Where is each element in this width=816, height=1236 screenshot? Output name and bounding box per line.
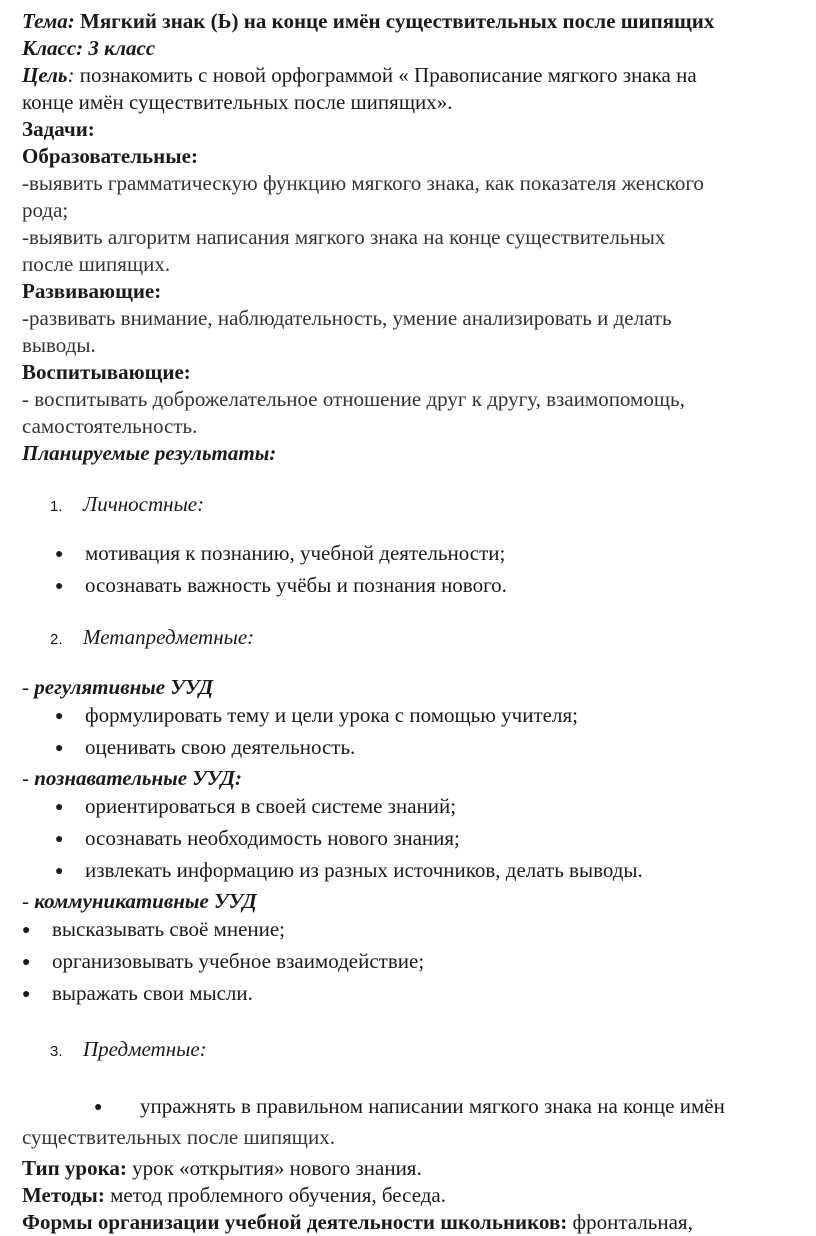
upbringing-heading: Воспитывающие: bbox=[22, 360, 191, 384]
educational-line: после шипящих. bbox=[22, 252, 171, 276]
list-item: ● выражать свои мысли. bbox=[22, 979, 802, 1011]
regulative-heading: - регулятивные УУД bbox=[22, 675, 214, 699]
list-item: ● упражнять в правильном написании мягкого знака на конце имён bbox=[94, 1092, 802, 1124]
bullet-icon: ● bbox=[22, 955, 31, 970]
personal-results-title bbox=[50, 492, 802, 517]
bullet-icon: ● bbox=[94, 1100, 103, 1115]
topic-label: Тема: bbox=[22, 9, 75, 33]
results-heading: Планируемые результаты: bbox=[22, 441, 277, 465]
document-page bbox=[22, 8, 802, 1236]
class-line bbox=[22, 35, 802, 62]
list-item: ● осознавать важность учёбы и познания нового. bbox=[55, 571, 802, 603]
upbringing-line: самостоятельность. bbox=[22, 414, 198, 438]
forms-line: Формы организации учебной деятельности школьников: фронтальная, bbox=[22, 1210, 693, 1234]
bullet-icon: ● bbox=[55, 709, 64, 724]
personal-list bbox=[22, 539, 802, 603]
educational-heading: Образовательные: bbox=[22, 144, 198, 168]
list-item: ● формулировать тему и цели урока с помощью учителя; bbox=[55, 701, 802, 733]
list-item: ● мотивация к познанию, учебной деятельности; bbox=[55, 539, 802, 571]
methods-line: Методы: метод проблемного обучения, беседа. bbox=[22, 1183, 447, 1207]
goal-line-2 bbox=[22, 89, 802, 116]
list-number: 2. bbox=[50, 631, 63, 648]
communicative-heading: - коммуникативные УУД bbox=[22, 889, 257, 913]
educational-line: -выявить алгоритм написания мягкого знака на конце существительных bbox=[22, 225, 666, 249]
educational-line: рода; bbox=[22, 198, 69, 222]
bullet-icon: ● bbox=[22, 923, 31, 938]
bullet-icon: ● bbox=[55, 741, 64, 756]
goal-colon: : bbox=[67, 63, 75, 87]
list-item: ● ориентироваться в своей системе знаний; bbox=[55, 792, 802, 824]
list-item: ● высказывать своё мнение; bbox=[22, 915, 802, 947]
goal-label: Цель bbox=[22, 63, 68, 87]
lesson-type-line: Тип урока: урок «открытия» нового знания. bbox=[22, 1156, 422, 1180]
topic-line bbox=[22, 8, 802, 35]
tasks-heading: Задачи: bbox=[22, 117, 95, 141]
upbringing-line: - воспитывать доброжелательное отношение друг к другу, взаимопомощь, bbox=[22, 387, 685, 411]
class-label: Класс: 3 класс bbox=[22, 36, 156, 60]
list-item: ● оценивать свою деятельность. bbox=[55, 733, 802, 765]
developing-line: -развивать внимание, наблюдательность, умение анализировать и делать bbox=[22, 306, 672, 330]
subject-title: Предметные: bbox=[83, 1037, 207, 1061]
bullet-icon: ● bbox=[55, 579, 64, 594]
meta-results-title bbox=[50, 625, 802, 650]
bullet-icon: ● bbox=[55, 547, 64, 562]
list-item: ● осознавать необходимость нового знания; bbox=[55, 824, 802, 856]
bullet-icon: ● bbox=[55, 864, 64, 879]
personal-title: Личностные: bbox=[83, 492, 205, 516]
list-number: 3. bbox=[50, 1043, 63, 1060]
list-item: ● организовывать учебное взаимодействие; bbox=[22, 947, 802, 979]
goal-text-2: конце имён существительных после шипящих». bbox=[22, 90, 453, 114]
developing-heading: Развивающие: bbox=[22, 279, 162, 303]
bullet-icon: ● bbox=[55, 800, 64, 815]
subject-results-title bbox=[50, 1037, 802, 1062]
bullet-icon: ● bbox=[55, 832, 64, 847]
cognitive-heading: - познавательные УУД: bbox=[22, 766, 242, 790]
developing-line: выводы. bbox=[22, 333, 96, 357]
educational-line: -выявить грамматическую функцию мягкого знака, как показателя женского bbox=[22, 171, 704, 195]
goal-text-1: познакомить с новой орфограммой « Правописание мягкого знака на bbox=[74, 63, 697, 87]
subject-item-continuation: существительных после шипящих. bbox=[22, 1125, 335, 1149]
meta-title: Метапредметные: bbox=[83, 625, 255, 649]
bullet-icon: ● bbox=[22, 987, 31, 1002]
topic-text: Мягкий знак (Ь) на конце имён существительных после шипящих bbox=[74, 9, 715, 33]
goal-line-1 bbox=[22, 62, 802, 89]
list-number: 1. bbox=[50, 498, 63, 515]
list-item: ● извлекать информацию из разных источников, делать выводы. bbox=[55, 856, 802, 888]
